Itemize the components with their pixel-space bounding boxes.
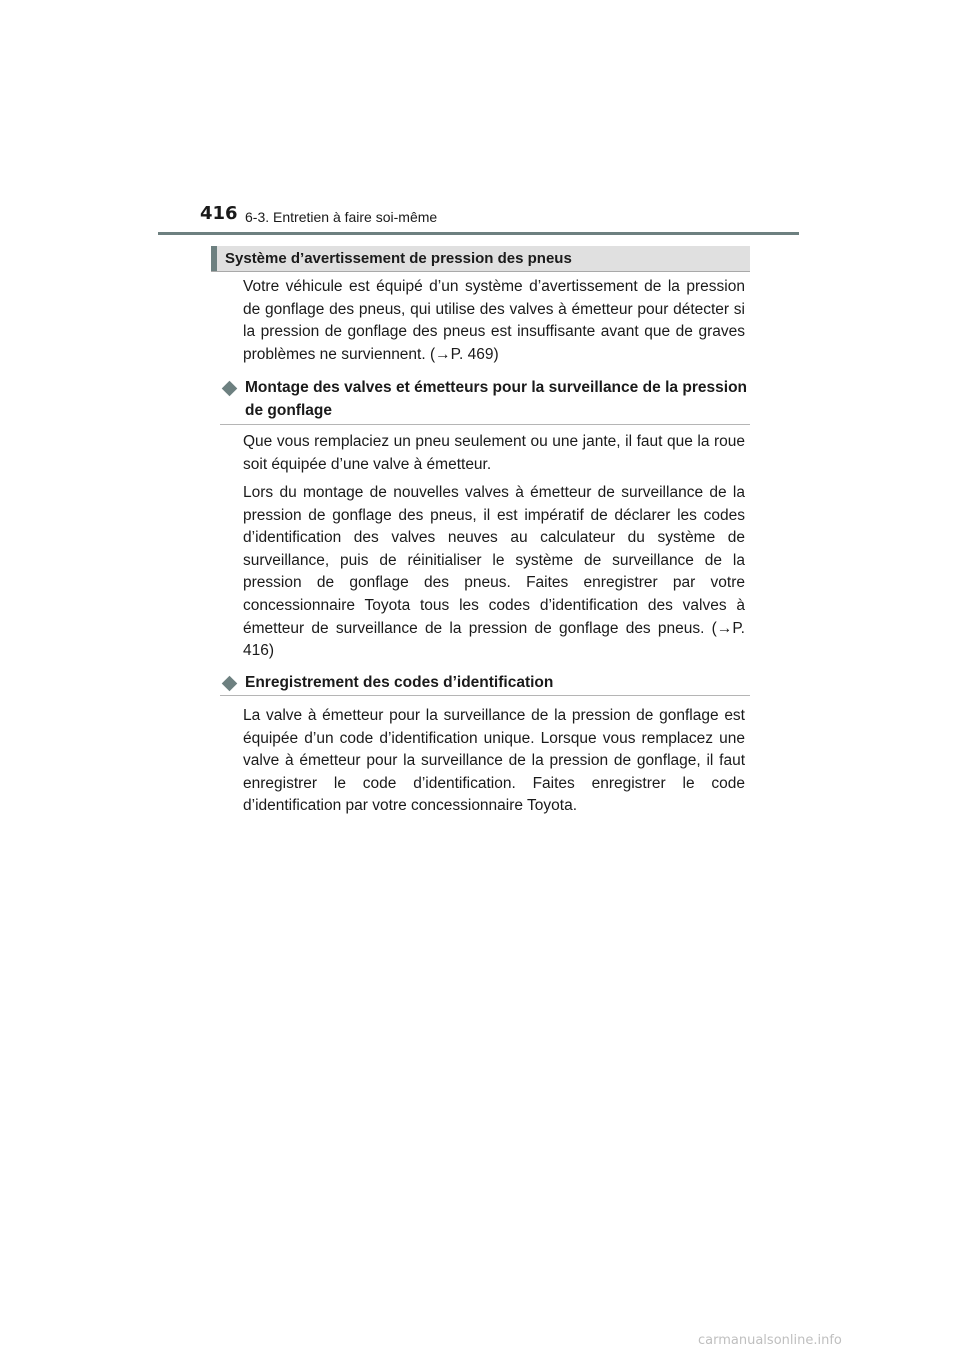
body-paragraph: La valve à émetteur pour la surveillance de la pression de gonflage est équipée d’un code d’identification unique. Lorsque vous remplacez une valve à émetteur pour la surveillance de la pression de gonflage, il faut enregistrer le code d’identification. Faites enregistrer le code d’identification par votre concessionnaire Toyota. — [243, 707, 745, 815]
diamond-bullet-icon — [222, 676, 238, 692]
subsection-rule — [220, 695, 750, 696]
watermark: carmanualsonline.info — [698, 1333, 842, 1348]
body-paragraph: Que vous remplaciez un pneu seulement ou une jante, il faut que la roue soit équipée d’une valve à émetteur. — [243, 433, 745, 473]
intro-paragraph: Votre véhicule est équipé d’un système d’avertissement de la pression de gonflage des pneus, qui utilise des valves à émetteur pour détecter si la pression de gonflage des pneus est insuffisante avant que de graves problèmes ne surviennent. (→P. 469) — [243, 278, 745, 363]
section-title-bar — [211, 246, 750, 272]
body-paragraph: Lors du montage de nouvelles valves à émetteur de surveillance de la pression de gonflage des pneus, il est impératif de déclarer les codes d’identification des valves neuves au calculateur du système de surveillance, puis de réinitialiser le système de surveillance de la pression de gonflage des pneus. Faites enregistrer par votre concessionnaire Toyota tous les codes d’identification des valves à émetteur de surveillance de la pression de gonflage des pneus. (→P. 416) — [243, 484, 745, 660]
subsection-rule — [220, 424, 750, 425]
page-number: 416 — [200, 203, 238, 224]
section-title: Système d’avertissement de pression des pneus — [225, 250, 572, 267]
title-accent — [211, 246, 217, 271]
subsection-heading — [221, 672, 750, 695]
subsection-title: Montage des valves et émetteurs pour la surveillance de la pression de gonflage — [245, 379, 747, 419]
header-rule — [158, 232, 799, 235]
section-label: 6-3. Entretien à faire soi-même — [245, 209, 438, 225]
subsection-title: Enregistrement des codes d’identification — [245, 674, 554, 691]
subsection-heading — [221, 377, 750, 422]
diamond-bullet-icon — [222, 381, 238, 397]
